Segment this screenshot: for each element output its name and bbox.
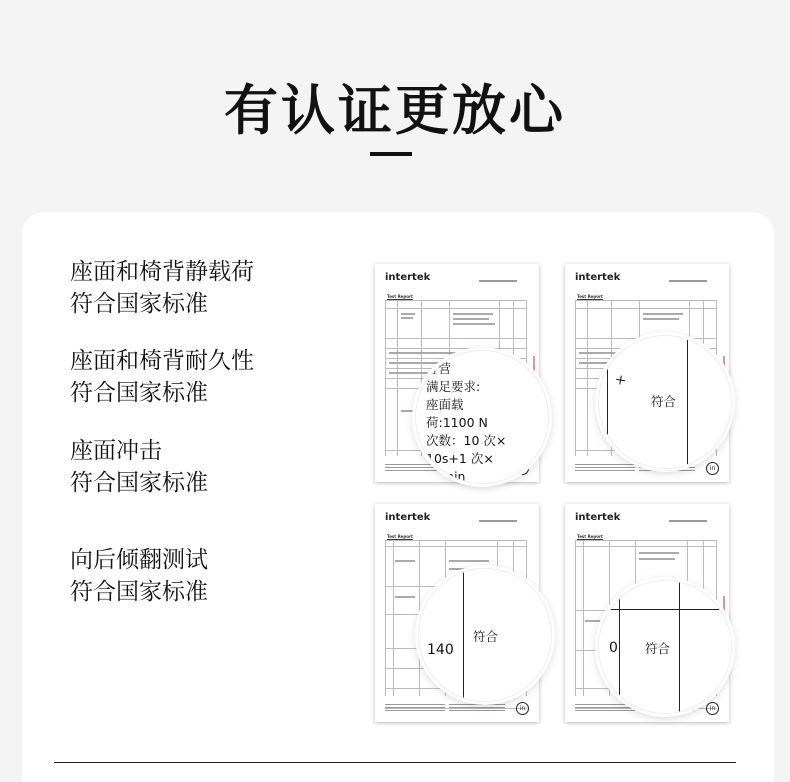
mag-mark: × bbox=[611, 370, 629, 389]
mag-text-line: 次数：10 次× bbox=[426, 433, 507, 448]
report-title: Test Report bbox=[577, 534, 603, 539]
cert-item-line1: 座面冲击 bbox=[70, 438, 162, 464]
in-seal: in bbox=[706, 462, 719, 475]
cert-item-seat-impact bbox=[70, 435, 208, 499]
report-title: Test Report bbox=[577, 294, 603, 299]
bottom-divider bbox=[54, 762, 736, 763]
cert-item-backward-tipping bbox=[70, 544, 208, 608]
mag-text-line: 荷:1100 N bbox=[426, 415, 488, 430]
cert-item-line2: 符合国家标准 bbox=[70, 579, 208, 605]
title-underline bbox=[370, 152, 412, 156]
cert-item-line1: 座面和椅背静载荷 bbox=[70, 259, 254, 285]
mag-value: 140 bbox=[427, 642, 454, 658]
mag-text-line: 座面载 bbox=[426, 397, 464, 412]
mag-result: 符合 bbox=[645, 641, 671, 656]
cert-item-line2: 符合国家标准 bbox=[70, 291, 208, 317]
magnifier-1 bbox=[415, 350, 549, 484]
mag-value: 0 bbox=[609, 640, 618, 656]
mag-text-line: 10s+1 次× bbox=[426, 451, 494, 466]
intertek-logo: intertek bbox=[385, 272, 431, 283]
intertek-logo: intertek bbox=[575, 272, 621, 283]
intertek-logo: intertek bbox=[385, 512, 431, 523]
mag-text-line: 满足要求: bbox=[426, 379, 481, 394]
mag-text-line: 20min bbox=[426, 469, 466, 484]
cert-item-durability bbox=[70, 345, 254, 409]
mag-text-line: 野营 bbox=[426, 361, 452, 376]
magnifier-2 bbox=[598, 335, 732, 469]
magnifier-4 bbox=[598, 580, 732, 714]
report-title: Test Report bbox=[387, 534, 413, 539]
mag-result: 符合 bbox=[473, 629, 499, 644]
cert-item-line2: 符合国家标准 bbox=[70, 470, 208, 496]
intertek-logo: intertek bbox=[575, 512, 621, 523]
cert-item-line1: 座面和椅背耐久性 bbox=[70, 348, 254, 374]
cert-item-static-load bbox=[70, 256, 254, 320]
report-title: Test Report bbox=[387, 294, 413, 299]
in-seal: in bbox=[706, 702, 719, 715]
cert-item-line2: 符合国家标准 bbox=[70, 380, 208, 406]
magnifier-3 bbox=[418, 568, 552, 702]
cert-item-line1: 向后倾翻测试 bbox=[70, 547, 208, 573]
in-seal: in bbox=[516, 702, 529, 715]
page-title: 有认证更放心 bbox=[224, 79, 566, 142]
mag-result: 符合 bbox=[651, 394, 677, 409]
